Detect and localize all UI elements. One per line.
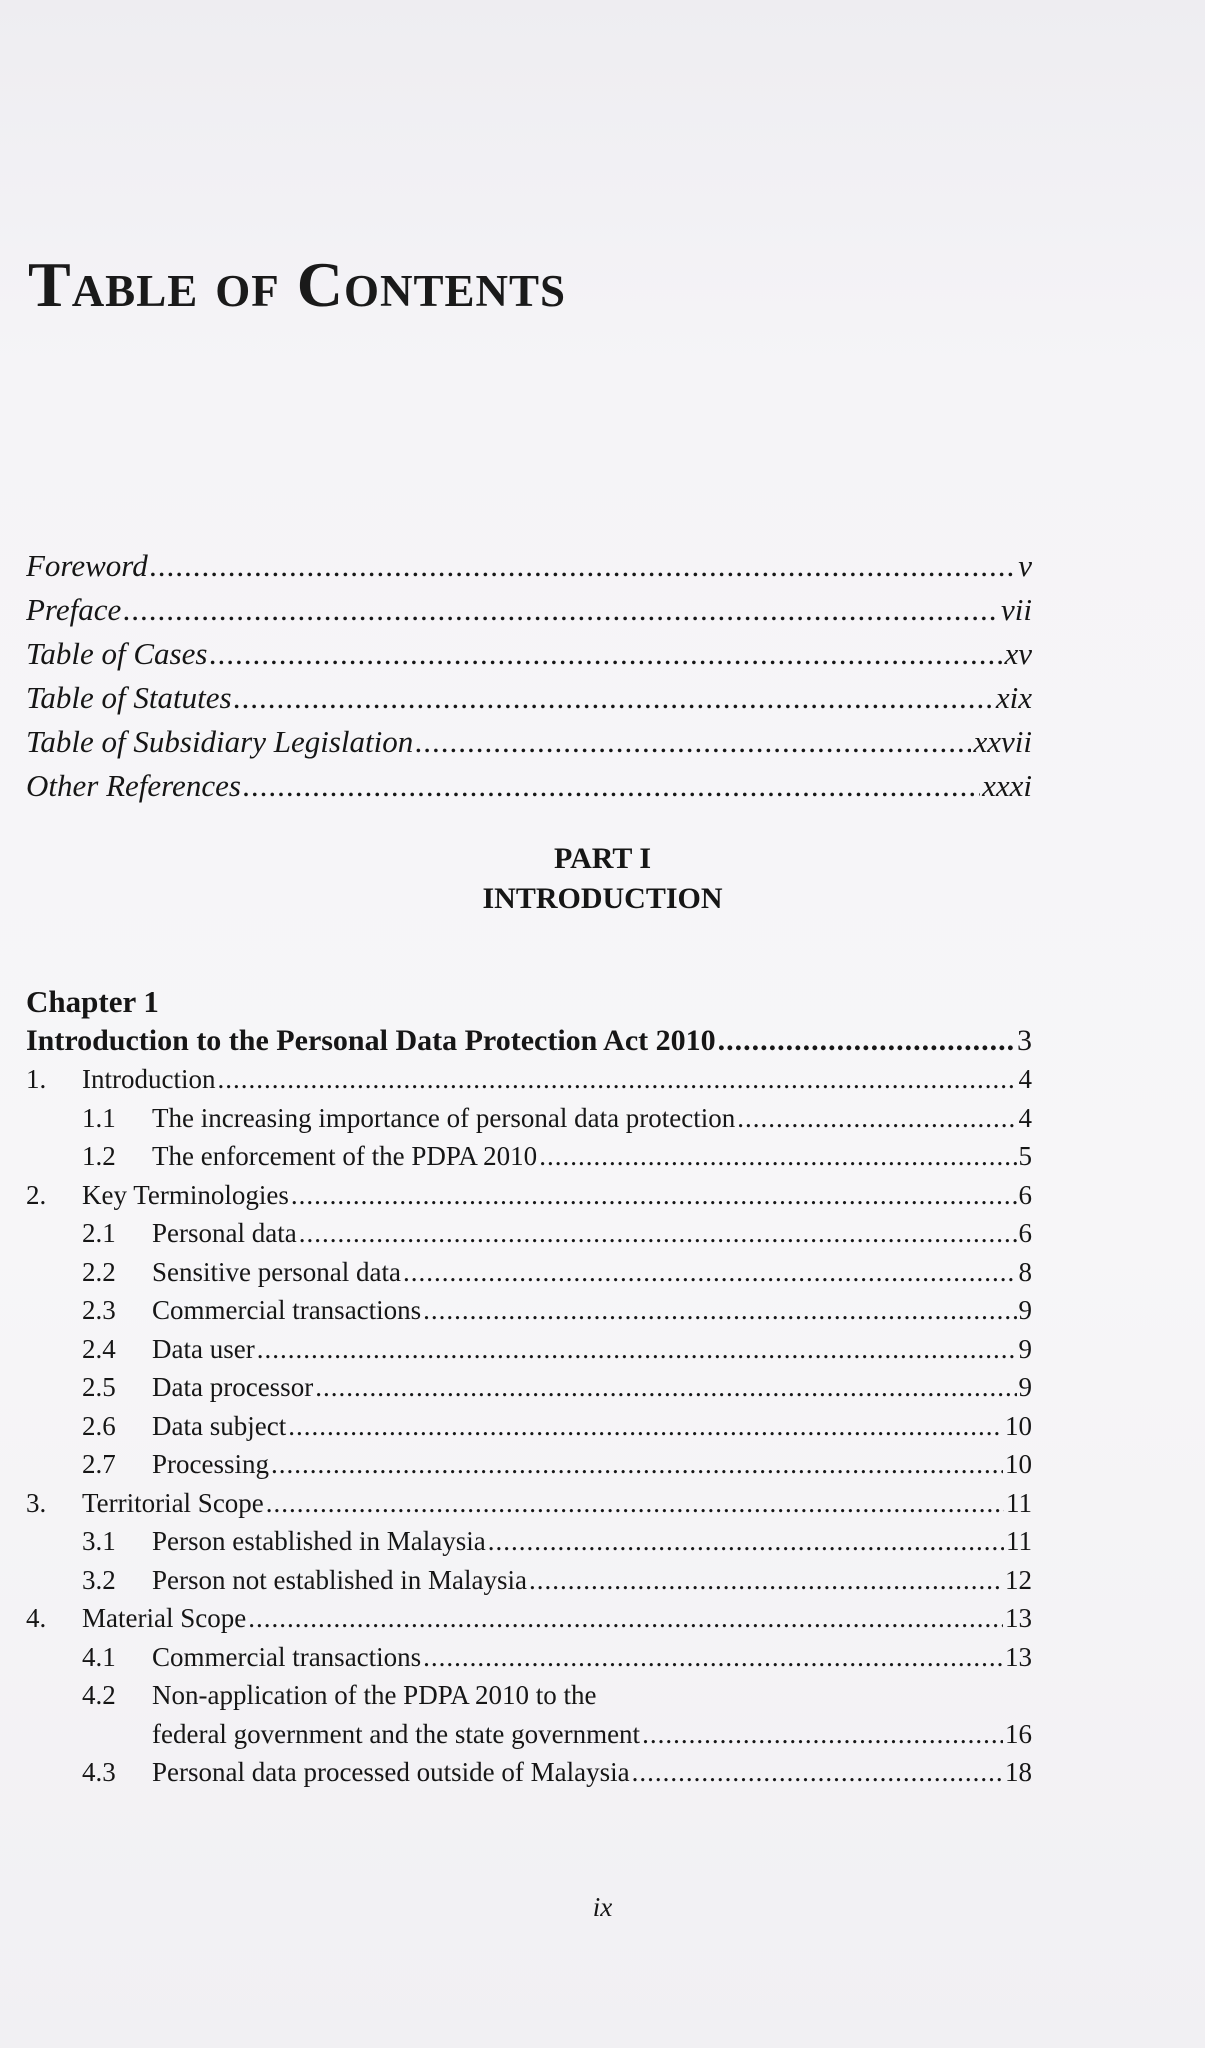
front-matter-item	[26, 724, 1032, 768]
front-matter-label: Table of Statutes	[26, 680, 232, 715]
section-page: 12	[1005, 1564, 1032, 1595]
section-page: 10	[1005, 1410, 1032, 1441]
section-number: 2.	[26, 1179, 47, 1210]
section-page: 5	[1018, 1141, 1032, 1171]
toc-subsection	[26, 1642, 1032, 1681]
front-matter-item	[26, 592, 1032, 636]
section-label: Territorial Scope	[82, 1487, 264, 1518]
dot-leader	[257, 1334, 1017, 1365]
section-label: The enforcement of the PDPA 2010	[152, 1141, 538, 1171]
front-matter-label: Preface	[26, 592, 122, 627]
dot-leader	[266, 1488, 1004, 1519]
chapter-title: Introduction to the Personal Data Protection Act 2010	[26, 1024, 716, 1057]
section-page: 13	[1005, 1641, 1032, 1672]
dot-leader	[271, 1449, 1003, 1480]
section-number: 2.7	[82, 1449, 116, 1479]
toc-subsection-continued	[26, 1719, 1032, 1758]
toc-subsection	[26, 1295, 1032, 1334]
section-page: 6	[1018, 1179, 1032, 1210]
dot-leader	[209, 636, 1002, 672]
dot-leader	[403, 1257, 1017, 1288]
front-matter-label: Other References	[26, 768, 241, 803]
section-number: 2.2	[82, 1256, 116, 1287]
front-matter-item	[26, 636, 1032, 680]
section-label: Non-application of the PDPA 2010 to the	[152, 1680, 597, 1710]
toc-section	[26, 1488, 1032, 1527]
section-number: 4.3	[82, 1757, 116, 1787]
dot-leader	[423, 1642, 1003, 1673]
dot-leader	[123, 592, 999, 628]
section-page: 9	[1018, 1372, 1032, 1402]
dot-leader	[632, 1757, 1003, 1788]
dot-leader	[291, 1180, 1017, 1211]
section-number: 2.3	[82, 1295, 116, 1325]
section-label: Personal data	[152, 1218, 297, 1248]
section-page: 4	[1018, 1064, 1032, 1094]
section-number: 2.4	[82, 1333, 116, 1364]
section-label: Data user	[152, 1333, 255, 1364]
dot-leader	[718, 1024, 1015, 1058]
section-label: Commercial transactions	[152, 1641, 422, 1672]
front-matter-label: Table of Cases	[26, 636, 208, 671]
section-page: 8	[1018, 1256, 1032, 1287]
section-page: 6	[1018, 1218, 1032, 1248]
front-matter-page: xix	[995, 680, 1032, 715]
section-number: 4.	[26, 1603, 47, 1633]
section-page: 18	[1005, 1757, 1032, 1787]
section-page: 9	[1018, 1295, 1032, 1325]
section-number: 3.1	[82, 1526, 116, 1556]
section-number: 3.2	[82, 1564, 116, 1595]
front-matter-page: xv	[1004, 636, 1032, 671]
section-number: 3.	[26, 1487, 47, 1518]
front-matter-label: Foreword	[26, 548, 148, 583]
section-page: 11	[1006, 1487, 1032, 1518]
section-page: 4	[1018, 1102, 1032, 1133]
section-number: 1.	[26, 1064, 47, 1094]
section-label: The increasing importance of personal data protection	[152, 1102, 736, 1133]
toc-section	[26, 1603, 1032, 1642]
toc-subsection	[26, 1449, 1032, 1488]
section-number: 4.2	[82, 1680, 116, 1710]
front-matter-item	[26, 768, 1032, 812]
dot-leader	[248, 1603, 1003, 1634]
section-number: 2.6	[82, 1410, 116, 1441]
dot-leader	[539, 1141, 1016, 1172]
dot-leader	[642, 1719, 1003, 1750]
toc-subsection	[26, 1103, 1032, 1142]
section-label: Processing	[152, 1449, 269, 1479]
section-page: 16	[1005, 1718, 1032, 1749]
dot-leader	[299, 1218, 1017, 1249]
front-matter-page: xxxi	[982, 768, 1032, 803]
dot-leader	[415, 724, 971, 760]
front-matter-page: v	[1018, 548, 1032, 583]
section-number: 1.2	[82, 1141, 116, 1171]
toc-subsection	[26, 1218, 1032, 1257]
dot-leader	[243, 768, 980, 804]
toc-subsection	[26, 1372, 1032, 1411]
section-label: Sensitive personal data	[152, 1256, 401, 1287]
section-label: Person established in Malaysia	[152, 1526, 486, 1556]
section-page: 9	[1018, 1333, 1032, 1364]
section-label: Material Scope	[82, 1603, 247, 1633]
toc-subsection	[26, 1565, 1032, 1604]
dot-leader	[315, 1372, 1016, 1403]
section-number: 2.5	[82, 1372, 116, 1402]
section-label: Key Terminologies	[82, 1179, 289, 1210]
front-matter-item	[26, 680, 1032, 724]
section-page: 11	[1006, 1526, 1032, 1556]
section-label-continued: federal government and the state government	[152, 1718, 641, 1749]
dot-leader	[423, 1295, 1016, 1326]
dot-leader	[488, 1526, 1004, 1557]
part-label: PART I	[553, 842, 652, 875]
chapter-label: Chapter 1	[26, 984, 159, 1019]
dot-leader	[529, 1565, 1003, 1596]
section-page: 10	[1005, 1449, 1032, 1479]
toc-section	[26, 1180, 1032, 1219]
front-matter-item	[26, 548, 1032, 592]
toc-subsection	[26, 1680, 1032, 1719]
section-label: Introduction	[82, 1064, 216, 1094]
chapter-contents	[26, 980, 1032, 1796]
toc-subsection	[26, 1141, 1032, 1180]
front-matter-label: Table of Subsidiary Legislation	[26, 724, 414, 759]
dot-leader	[217, 1064, 1016, 1095]
section-label: Personal data processed outside of Malaysia	[152, 1757, 630, 1787]
front-matter-page: xxvii	[973, 724, 1032, 759]
toc-subsection	[26, 1757, 1032, 1796]
section-number: 4.1	[82, 1641, 116, 1672]
section-label: Data subject	[152, 1410, 287, 1441]
section-number: 2.1	[82, 1218, 116, 1248]
section-number: 1.1	[82, 1102, 116, 1133]
page-number: ix	[592, 1892, 613, 1922]
toc-subsection	[26, 1334, 1032, 1373]
chapter-page: 3	[1017, 1024, 1032, 1057]
dot-leader	[234, 680, 994, 716]
toc-section	[26, 1064, 1032, 1103]
dot-leader	[288, 1411, 1003, 1442]
chapter-title-row	[26, 1024, 1032, 1064]
section-label: Person not established in Malaysia	[152, 1564, 527, 1595]
section-page: 13	[1005, 1603, 1032, 1633]
section-label: Data processor	[152, 1372, 314, 1402]
page-title: Table of Contents	[28, 249, 567, 320]
toc-subsection	[26, 1257, 1032, 1296]
toc-subsection	[26, 1526, 1032, 1565]
front-matter-list	[26, 548, 1032, 812]
part-title: INTRODUCTION	[482, 882, 723, 915]
front-matter-page: vii	[1001, 592, 1032, 627]
dot-leader	[737, 1103, 1016, 1134]
dot-leader	[150, 548, 1017, 584]
toc-subsection	[26, 1411, 1032, 1450]
section-label: Commercial transactions	[152, 1295, 422, 1325]
